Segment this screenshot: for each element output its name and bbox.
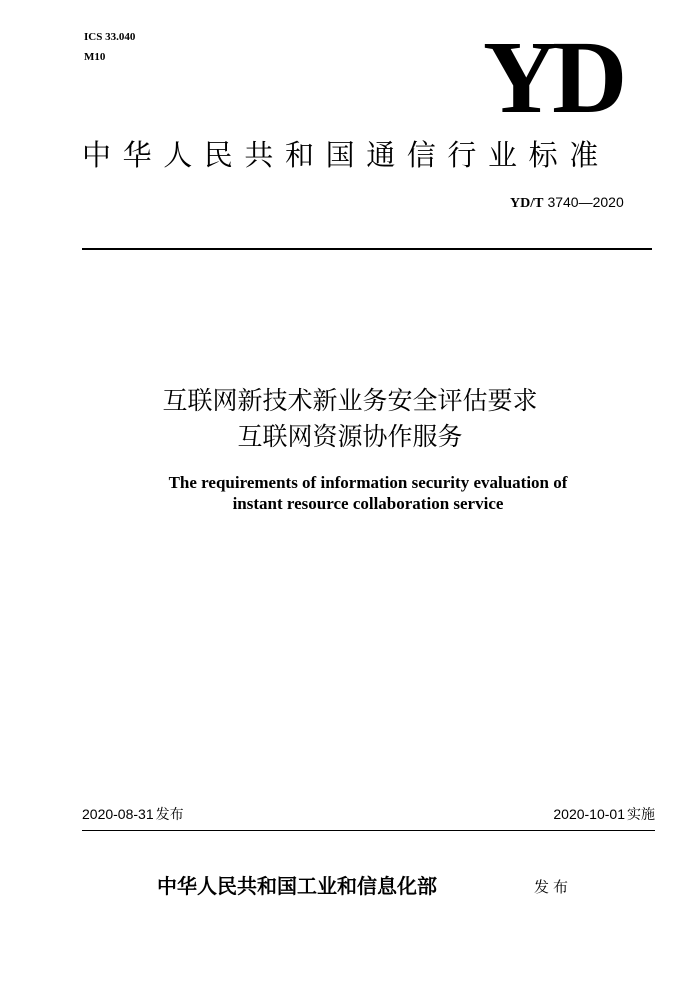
title-en-line1: The requirements of information security evaluation of [168,473,568,492]
issue-date-label: 发布 [155,807,184,823]
issue-date [82,805,184,824]
issue-date-value: 2020-08-31 [82,806,154,822]
title-cn-line1: 互联网新技术新业务安全评估要求 [162,386,538,415]
implementation-date-value: 2020-10-01 [553,806,625,822]
bottom-divider [82,830,655,831]
top-divider [82,248,652,250]
title-en-line2: instant resource collaboration service [232,494,504,513]
standard-type-heading: 中华人民共和国通信行业标准 [82,138,610,172]
issuer-action: 发布 [534,878,573,896]
implementation-date [553,805,655,824]
issuer-name: 中华人民共和国工业和信息化部 [157,874,437,898]
standard-code: YD/T [510,196,544,211]
ccs-code: M10 [84,51,106,63]
yd-logo: YD [483,20,622,135]
title-cn-line2: 互联网资源协作服务 [237,422,463,451]
ics-code: ICS 33.040 [84,31,136,43]
standard-number [510,194,624,212]
standard-num: 3740—2020 [547,194,624,210]
implementation-date-label: 实施 [627,807,655,823]
